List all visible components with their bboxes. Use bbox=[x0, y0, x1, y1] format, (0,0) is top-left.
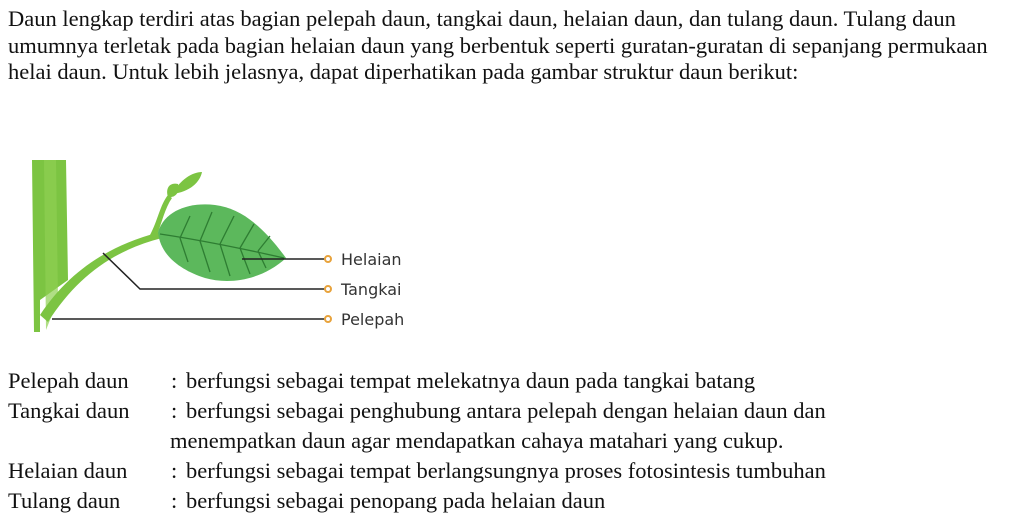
definition-term: Tulang daun bbox=[8, 488, 121, 513]
leaf-structure-diagram bbox=[0, 150, 440, 340]
definition-row-continuation bbox=[8, 426, 1018, 456]
definition-term: Helaian daun bbox=[8, 458, 128, 483]
definition-row bbox=[8, 396, 1018, 426]
definitions-list bbox=[8, 366, 1018, 516]
definition-colon: : bbox=[171, 398, 178, 423]
definition-colon: : bbox=[171, 458, 178, 483]
definition-desc: berfungsi sebagai penopang pada helaian daun bbox=[186, 488, 606, 513]
callout-dots bbox=[325, 256, 331, 322]
label-helaian: Helaian bbox=[341, 250, 402, 269]
label-pelepah: Pelepah bbox=[341, 310, 405, 329]
intro-paragraph: Daun lengkap terdiri atas bagian pelepah daun, tangkai daun, helaian daun, dan tulang daun. Tulang daun umumnya terletak pada bagian helaian daun yang berbentuk seperti guratan-guratan di sepanjang permukaan helai daun. Untuk lebih jelasnya, dapat diperhatikan pada gambar struktur daun berikut: bbox=[8, 6, 988, 84]
definition-term: Tangkai daun bbox=[8, 398, 130, 423]
bud-2 bbox=[172, 172, 202, 194]
label-tangkai: Tangkai bbox=[341, 280, 402, 299]
leaf-blade bbox=[158, 204, 286, 281]
definition-desc-continuation: menempatkan daun agar mendapatkan cahaya matahari yang cukup. bbox=[170, 428, 784, 453]
definition-desc: berfungsi sebagai penghubung antara pelepah dengan helaian daun dan bbox=[186, 398, 826, 423]
definition-colon: : bbox=[171, 368, 178, 393]
definition-row bbox=[8, 366, 1018, 396]
definition-row bbox=[8, 486, 1018, 516]
definition-term: Pelepah daun bbox=[8, 368, 129, 393]
definition-desc: berfungsi sebagai tempat berlangsungnya proses fotosintesis tumbuhan bbox=[186, 458, 826, 483]
definition-row bbox=[8, 456, 1018, 486]
definition-colon: : bbox=[171, 488, 178, 513]
definition-desc: berfungsi sebagai tempat melekatnya daun pada tangkai batang bbox=[186, 368, 756, 393]
